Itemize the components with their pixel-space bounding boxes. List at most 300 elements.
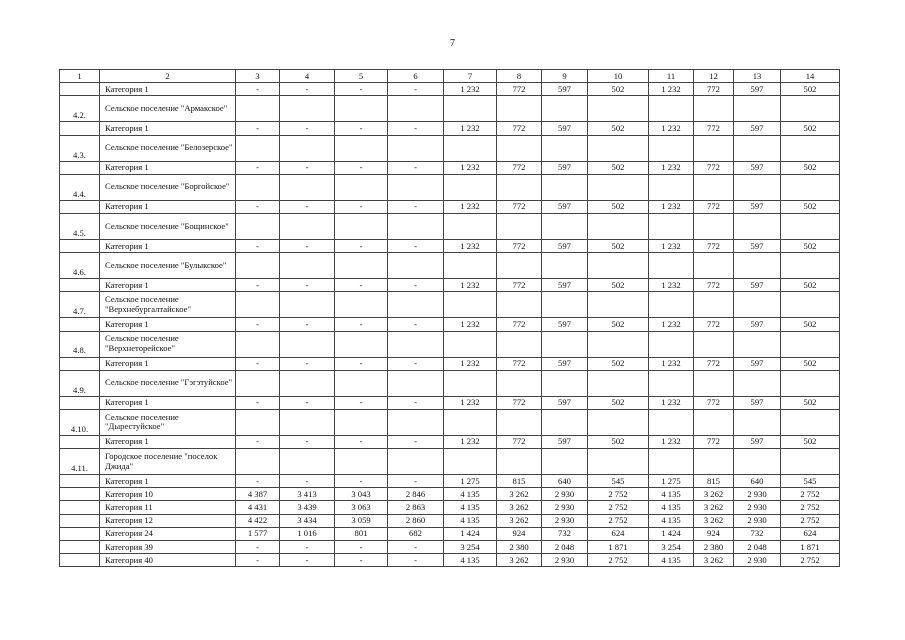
value-cell: 815: [497, 475, 542, 488]
column-number-cell: 8: [497, 70, 542, 83]
empty-cell: [734, 292, 781, 318]
value-cell: 732: [542, 527, 588, 540]
value-cell: 502: [781, 83, 840, 96]
value-cell: -: [236, 318, 280, 331]
value-cell: -: [335, 396, 388, 409]
value-cell: -: [236, 122, 280, 135]
empty-cell: [781, 449, 840, 475]
value-cell: 3 439: [280, 501, 335, 514]
empty-cell: [388, 174, 444, 200]
settlement-row: [60, 135, 840, 161]
empty-cell: [588, 96, 649, 122]
value-cell: 2 930: [734, 554, 781, 567]
category-row: [60, 239, 840, 252]
value-cell: 3 254: [649, 541, 694, 554]
value-cell: -: [280, 239, 335, 252]
empty-cell: [542, 253, 588, 279]
value-cell: 4 135: [444, 554, 497, 567]
value-cell: -: [280, 122, 335, 135]
category-row: [60, 514, 840, 527]
value-cell: 3 262: [497, 554, 542, 567]
empty-cell: [444, 174, 497, 200]
value-cell: -: [280, 396, 335, 409]
category-label: Категория 1: [100, 396, 236, 409]
empty-cell: [781, 135, 840, 161]
empty-cell: [236, 96, 280, 122]
table-body: [60, 70, 840, 567]
empty-cell: [694, 292, 734, 318]
value-cell: 772: [497, 318, 542, 331]
empty-cell: [280, 174, 335, 200]
category-row: [60, 279, 840, 292]
empty-cell: [694, 135, 734, 161]
empty-cell: [497, 96, 542, 122]
value-cell: 502: [588, 435, 649, 448]
column-number-cell: 12: [694, 70, 734, 83]
value-cell: -: [388, 554, 444, 567]
empty-cell: [388, 409, 444, 435]
empty-cell: [781, 331, 840, 357]
category-row: [60, 488, 840, 501]
value-cell: 502: [588, 83, 649, 96]
empty-cell: [444, 370, 497, 396]
column-number-cell: 9: [542, 70, 588, 83]
empty-cell: [542, 135, 588, 161]
value-cell: 2 930: [542, 514, 588, 527]
empty-cell: [497, 409, 542, 435]
value-cell: -: [236, 161, 280, 174]
settlement-row: [60, 96, 840, 122]
empty-cell: [497, 370, 542, 396]
settlement-row: [60, 292, 840, 318]
value-cell: 1 232: [649, 122, 694, 135]
value-cell: -: [236, 357, 280, 370]
value-cell: -: [388, 200, 444, 213]
value-cell: 4 135: [444, 488, 497, 501]
empty-cell: [781, 213, 840, 239]
value-cell: 502: [588, 161, 649, 174]
value-cell: -: [236, 83, 280, 96]
value-cell: 2 930: [542, 554, 588, 567]
value-cell: 4 135: [444, 501, 497, 514]
index-cell: [60, 501, 100, 514]
category-label: Категория 1: [100, 318, 236, 331]
empty-cell: [335, 96, 388, 122]
value-cell: 772: [497, 396, 542, 409]
empty-cell: [335, 174, 388, 200]
value-cell: 640: [542, 475, 588, 488]
category-row: [60, 318, 840, 331]
empty-cell: [280, 449, 335, 475]
index-cell: [60, 200, 100, 213]
empty-cell: [781, 96, 840, 122]
settlement-index: 4.2.: [60, 96, 100, 122]
value-cell: 3 262: [497, 514, 542, 527]
value-cell: 502: [781, 161, 840, 174]
value-cell: -: [388, 318, 444, 331]
value-cell: 4 387: [236, 488, 280, 501]
category-label: Категория 1: [100, 475, 236, 488]
empty-cell: [280, 292, 335, 318]
empty-cell: [649, 135, 694, 161]
empty-cell: [542, 449, 588, 475]
empty-cell: [388, 213, 444, 239]
value-cell: 2 930: [734, 488, 781, 501]
value-cell: 2 752: [781, 488, 840, 501]
empty-cell: [388, 331, 444, 357]
value-cell: -: [335, 200, 388, 213]
empty-cell: [388, 449, 444, 475]
column-number-cell: 10: [588, 70, 649, 83]
category-label: Категория 1: [100, 239, 236, 252]
index-cell: [60, 318, 100, 331]
empty-cell: [335, 331, 388, 357]
empty-cell: [694, 96, 734, 122]
value-cell: 772: [694, 239, 734, 252]
value-cell: 732: [734, 527, 781, 540]
empty-cell: [497, 449, 542, 475]
empty-cell: [335, 409, 388, 435]
empty-cell: [388, 370, 444, 396]
value-cell: 1 232: [444, 239, 497, 252]
empty-cell: [444, 253, 497, 279]
index-cell: [60, 435, 100, 448]
category-row: [60, 554, 840, 567]
value-cell: 1 275: [649, 475, 694, 488]
value-cell: -: [280, 357, 335, 370]
value-cell: 3 254: [444, 541, 497, 554]
empty-cell: [444, 292, 497, 318]
value-cell: 1 232: [649, 435, 694, 448]
empty-cell: [236, 253, 280, 279]
value-cell: 2 048: [734, 541, 781, 554]
value-cell: 1 871: [781, 541, 840, 554]
empty-cell: [734, 409, 781, 435]
value-cell: -: [236, 396, 280, 409]
column-number-row: [60, 70, 840, 83]
value-cell: 1 232: [649, 161, 694, 174]
empty-cell: [236, 292, 280, 318]
empty-cell: [649, 409, 694, 435]
tariff-table: [59, 69, 840, 567]
value-cell: 624: [781, 527, 840, 540]
empty-cell: [542, 292, 588, 318]
category-row: [60, 357, 840, 370]
empty-cell: [734, 213, 781, 239]
value-cell: 640: [734, 475, 781, 488]
value-cell: 1 871: [588, 541, 649, 554]
index-cell: [60, 396, 100, 409]
value-cell: 2 930: [734, 501, 781, 514]
value-cell: 502: [588, 279, 649, 292]
value-cell: -: [280, 200, 335, 213]
value-cell: 4 135: [649, 514, 694, 527]
value-cell: 1 232: [649, 318, 694, 331]
empty-cell: [236, 135, 280, 161]
empty-cell: [588, 213, 649, 239]
value-cell: -: [335, 554, 388, 567]
empty-cell: [781, 174, 840, 200]
settlement-name: Сельское поселение "Бощинское": [100, 213, 236, 239]
empty-cell: [649, 292, 694, 318]
empty-cell: [335, 449, 388, 475]
empty-cell: [734, 253, 781, 279]
value-cell: 545: [588, 475, 649, 488]
index-cell: [60, 541, 100, 554]
value-cell: 1 232: [649, 200, 694, 213]
empty-cell: [694, 174, 734, 200]
category-label: Категория 1: [100, 83, 236, 96]
value-cell: 502: [781, 357, 840, 370]
value-cell: 772: [497, 357, 542, 370]
empty-cell: [444, 135, 497, 161]
value-cell: -: [236, 554, 280, 567]
value-cell: 2 930: [542, 501, 588, 514]
value-cell: 502: [781, 435, 840, 448]
value-cell: -: [335, 475, 388, 488]
value-cell: 772: [694, 396, 734, 409]
value-cell: 597: [542, 122, 588, 135]
empty-cell: [497, 331, 542, 357]
empty-cell: [236, 370, 280, 396]
value-cell: 1 232: [444, 161, 497, 174]
value-cell: 772: [694, 122, 734, 135]
index-cell: [60, 488, 100, 501]
empty-cell: [280, 370, 335, 396]
empty-cell: [335, 253, 388, 279]
value-cell: 597: [542, 435, 588, 448]
value-cell: 597: [542, 357, 588, 370]
settlement-name: Сельское поселение "Боргойское": [100, 174, 236, 200]
empty-cell: [649, 331, 694, 357]
value-cell: 2 380: [694, 541, 734, 554]
category-row: [60, 501, 840, 514]
value-cell: 4 135: [649, 488, 694, 501]
empty-cell: [236, 331, 280, 357]
value-cell: 4 422: [236, 514, 280, 527]
value-cell: 772: [694, 279, 734, 292]
empty-cell: [649, 96, 694, 122]
value-cell: -: [335, 239, 388, 252]
category-row: [60, 541, 840, 554]
settlement-name: Сельское поселение "Белозерское": [100, 135, 236, 161]
value-cell: 2 752: [588, 501, 649, 514]
value-cell: 1 424: [444, 527, 497, 540]
index-cell: [60, 279, 100, 292]
settlement-row: [60, 409, 840, 435]
settlement-index: 4.3.: [60, 135, 100, 161]
settlement-row: [60, 449, 840, 475]
value-cell: -: [280, 554, 335, 567]
value-cell: 597: [734, 435, 781, 448]
empty-cell: [335, 213, 388, 239]
value-cell: 597: [734, 122, 781, 135]
value-cell: 502: [781, 279, 840, 292]
settlement-name: Сельское поселение "Гэгэтуйское": [100, 370, 236, 396]
value-cell: 2 863: [388, 501, 444, 514]
empty-cell: [497, 253, 542, 279]
value-cell: 772: [497, 122, 542, 135]
value-cell: 3 434: [280, 514, 335, 527]
settlement-index: 4.5.: [60, 213, 100, 239]
value-cell: 597: [734, 83, 781, 96]
value-cell: 3 413: [280, 488, 335, 501]
value-cell: -: [280, 475, 335, 488]
index-cell: [60, 239, 100, 252]
value-cell: 772: [694, 161, 734, 174]
value-cell: -: [280, 435, 335, 448]
value-cell: 624: [588, 527, 649, 540]
empty-cell: [236, 409, 280, 435]
value-cell: 4 135: [444, 514, 497, 527]
value-cell: 502: [781, 200, 840, 213]
value-cell: 502: [781, 318, 840, 331]
empty-cell: [649, 253, 694, 279]
settlement-name: Сельское поселение "Армакское": [100, 96, 236, 122]
category-label: Категория 11: [100, 501, 236, 514]
value-cell: 1 577: [236, 527, 280, 540]
value-cell: 1 275: [444, 475, 497, 488]
value-cell: -: [280, 318, 335, 331]
value-cell: 597: [542, 83, 588, 96]
empty-cell: [335, 292, 388, 318]
value-cell: -: [335, 357, 388, 370]
value-cell: 4 135: [649, 554, 694, 567]
value-cell: -: [335, 435, 388, 448]
empty-cell: [444, 96, 497, 122]
empty-cell: [781, 409, 840, 435]
value-cell: 1 424: [649, 527, 694, 540]
category-label: Категория 1: [100, 200, 236, 213]
value-cell: 2 380: [497, 541, 542, 554]
empty-cell: [734, 135, 781, 161]
value-cell: 502: [588, 396, 649, 409]
value-cell: -: [236, 541, 280, 554]
value-cell: -: [388, 357, 444, 370]
page-number: 7: [450, 38, 455, 49]
settlement-index: 4.6.: [60, 253, 100, 279]
value-cell: -: [280, 83, 335, 96]
value-cell: 502: [588, 318, 649, 331]
empty-cell: [280, 253, 335, 279]
empty-cell: [444, 213, 497, 239]
value-cell: 3 063: [335, 501, 388, 514]
empty-cell: [588, 331, 649, 357]
value-cell: 801: [335, 527, 388, 540]
empty-cell: [388, 292, 444, 318]
empty-cell: [588, 449, 649, 475]
category-row: [60, 527, 840, 540]
column-number-cell: 5: [335, 70, 388, 83]
value-cell: 597: [542, 279, 588, 292]
empty-cell: [542, 96, 588, 122]
column-number-cell: 13: [734, 70, 781, 83]
value-cell: 3 262: [694, 554, 734, 567]
value-cell: 3 262: [497, 501, 542, 514]
value-cell: 2 752: [781, 501, 840, 514]
value-cell: 815: [694, 475, 734, 488]
value-cell: 597: [542, 318, 588, 331]
value-cell: 2 752: [588, 554, 649, 567]
value-cell: 2 860: [388, 514, 444, 527]
category-row: [60, 200, 840, 213]
column-number-cell: 7: [444, 70, 497, 83]
settlement-name: Сельское поселение "Верхнеторейское": [100, 331, 236, 357]
value-cell: 597: [734, 200, 781, 213]
column-number-cell: 2: [100, 70, 236, 83]
empty-cell: [694, 331, 734, 357]
empty-cell: [649, 370, 694, 396]
index-cell: [60, 122, 100, 135]
value-cell: 1 232: [444, 279, 497, 292]
empty-cell: [649, 213, 694, 239]
value-cell: 502: [588, 122, 649, 135]
settlement-row: [60, 331, 840, 357]
category-label: Категория 39: [100, 541, 236, 554]
empty-cell: [280, 135, 335, 161]
empty-cell: [694, 213, 734, 239]
value-cell: 772: [497, 161, 542, 174]
value-cell: 772: [694, 200, 734, 213]
empty-cell: [542, 213, 588, 239]
empty-cell: [781, 292, 840, 318]
settlement-row: [60, 370, 840, 396]
value-cell: 4 135: [649, 501, 694, 514]
value-cell: 597: [542, 161, 588, 174]
value-cell: 502: [588, 239, 649, 252]
settlement-name: Сельское поселение "Дырестуйское": [100, 409, 236, 435]
value-cell: 1 232: [649, 396, 694, 409]
value-cell: -: [388, 122, 444, 135]
empty-cell: [497, 174, 542, 200]
value-cell: 772: [694, 318, 734, 331]
value-cell: 597: [542, 200, 588, 213]
value-cell: 772: [497, 83, 542, 96]
value-cell: 1 232: [444, 83, 497, 96]
empty-cell: [280, 331, 335, 357]
value-cell: 1 232: [649, 357, 694, 370]
settlement-name: Сельское поселение "Булыкское": [100, 253, 236, 279]
value-cell: 2 752: [781, 514, 840, 527]
value-cell: 772: [497, 200, 542, 213]
category-row: [60, 475, 840, 488]
column-number-cell: 11: [649, 70, 694, 83]
settlement-row: [60, 213, 840, 239]
empty-cell: [734, 174, 781, 200]
value-cell: 1 232: [444, 122, 497, 135]
category-label: Категория 1: [100, 435, 236, 448]
settlement-index: 4.10.: [60, 409, 100, 435]
value-cell: 502: [588, 357, 649, 370]
value-cell: -: [388, 541, 444, 554]
value-cell: 1 016: [280, 527, 335, 540]
value-cell: 1 232: [444, 318, 497, 331]
column-number-cell: 3: [236, 70, 280, 83]
empty-cell: [588, 135, 649, 161]
value-cell: 1 232: [444, 357, 497, 370]
empty-cell: [588, 370, 649, 396]
value-cell: -: [335, 83, 388, 96]
empty-cell: [497, 213, 542, 239]
value-cell: -: [236, 200, 280, 213]
column-number-cell: 14: [781, 70, 840, 83]
value-cell: 1 232: [649, 239, 694, 252]
category-label: Категория 12: [100, 514, 236, 527]
empty-cell: [734, 331, 781, 357]
settlement-index: 4.11.: [60, 449, 100, 475]
value-cell: 2 048: [542, 541, 588, 554]
value-cell: 597: [734, 161, 781, 174]
